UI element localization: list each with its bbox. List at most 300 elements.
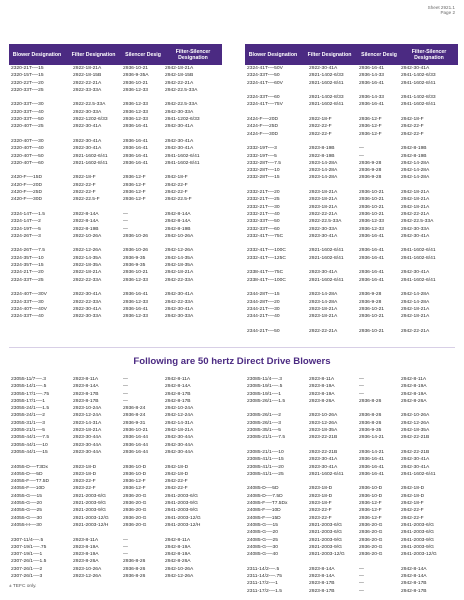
silencer-designation: 2936-10-D xyxy=(359,493,383,499)
filter-silencer-designation: 2942-8-14A xyxy=(401,574,427,580)
filter-silencer-designation: 2942-30-41A xyxy=(401,233,430,239)
silencer-designation: 2936-14-21 xyxy=(359,449,385,455)
filter-designation: 2923-18-21A xyxy=(73,428,102,434)
blower-designation: 24085-G-—15 xyxy=(247,522,278,528)
filter-designation: 2922-30-33A xyxy=(309,226,338,232)
table-row xyxy=(9,153,222,160)
blower-designation: 2332-28T-—15 xyxy=(247,175,280,181)
filter-silencer-designation: 2942-22-F xyxy=(401,508,424,514)
header-silencer: Silencer Desig xyxy=(125,51,161,58)
filter-designation: 2922-22-21A xyxy=(73,80,102,86)
filter-designation: 2923-18-21A xyxy=(309,197,338,203)
silencer-designation: 2936-12-F xyxy=(123,197,146,203)
filter-silencer-designation: 2942-30-41A xyxy=(165,306,194,312)
silencer-designation: 2936-20-G xyxy=(123,493,147,499)
blower-designation: 2420-F-—25D xyxy=(11,190,42,196)
filter-designation: 2923-12-26A xyxy=(73,574,102,580)
silencer-designation: 2936-16-41 xyxy=(359,66,385,71)
table-row xyxy=(9,182,222,189)
filter-silencer-designation: 2941-1602-6/41 xyxy=(401,471,436,477)
filter-designation: 2921-1402-8/33 xyxy=(309,95,344,101)
filter-designation: 2923-8-19A xyxy=(73,552,99,558)
filter-designation: 2922-30-41A xyxy=(73,124,102,130)
silencer-designation: — xyxy=(359,391,364,397)
silencer-designation: 2936-16-41 xyxy=(359,255,385,261)
filter-silencer-designation: 2942-30-41A xyxy=(401,270,430,276)
filter-silencer-designation: 2941-1602-6/41 xyxy=(401,248,436,254)
filter-designation: 2923-8-14A xyxy=(73,384,99,390)
filter-silencer-designation: 2942-12-26A xyxy=(165,248,194,254)
silencer-designation: 2936-10-26 xyxy=(123,248,149,254)
silencer-designation: 2936-16-41 xyxy=(359,464,385,470)
filter-designation: 2921-2003-12/H xyxy=(73,522,109,528)
filter-designation: 2922-22.5-F xyxy=(73,197,100,203)
row-spacer xyxy=(245,405,458,412)
table-row xyxy=(9,493,222,500)
filter-silencer-designation: 2942-8-26A xyxy=(401,398,427,404)
filter-silencer-designation: 2942-22.5-33A xyxy=(165,87,198,93)
filter-designation: 2923-18-21A xyxy=(309,204,338,210)
table-row xyxy=(245,420,458,427)
filter-designation: 2921-1602-8/41 xyxy=(73,160,108,166)
sheet-number: Sheet 2921.1 xyxy=(427,5,455,10)
filter-silencer-designation: 2942-14-28A xyxy=(401,175,430,181)
blower-designation: 2344-28T-—20 xyxy=(247,299,280,305)
table-body xyxy=(9,376,222,580)
filter-silencer-designation: 2942-18-F xyxy=(401,501,424,507)
filter-designation: 2923-8-14A xyxy=(309,566,335,572)
filter-designation: 2923-8-14A xyxy=(309,574,335,580)
filter-designation: 2922-22-21A xyxy=(309,328,338,334)
table-row xyxy=(9,109,222,116)
blower-designation: 2324-33T-—50 xyxy=(247,73,280,79)
filter-silencer-designation: 2942-8-19B xyxy=(401,153,427,159)
filter-designation: 2923-30-41A xyxy=(309,464,338,470)
footnote: ± TEFC only. xyxy=(9,584,37,589)
blower-designation: 2324-33T-—30 xyxy=(11,299,44,305)
table-row xyxy=(245,196,458,203)
table-row xyxy=(245,65,458,72)
blower-designation: 23085-26/1-—3 xyxy=(247,420,281,426)
table-row xyxy=(245,434,458,441)
silencer-designation: — xyxy=(123,544,128,550)
blower-designation: 24085-F-—15D xyxy=(247,515,281,521)
filter-designation: 2922-8-19B xyxy=(73,226,99,232)
filter-silencer-designation: 2942-8-14A xyxy=(401,566,427,572)
blower-designation: 2311-17/2-—1.5 xyxy=(247,588,282,594)
filter-designation: 2923-18-D xyxy=(309,493,333,499)
header-filter-silencer: Filter-Silencer Designation xyxy=(411,48,447,61)
table-row xyxy=(245,507,458,514)
filter-silencer-designation: 2942-14-28A xyxy=(401,292,430,298)
blower-designation: 2320-33T-—30 xyxy=(11,102,44,108)
silencer-designation: — xyxy=(123,537,128,543)
blower-designation: 24085-D-—5D xyxy=(247,486,279,492)
table-row xyxy=(9,138,222,145)
filter-designation: 2923-14-28A xyxy=(309,299,338,305)
silencer-designation: 2936-12-33 xyxy=(123,87,149,93)
blower-designation: 23055-14/1-—.5 xyxy=(11,384,47,390)
blower-designation: 2324-33T-—25 xyxy=(11,277,44,283)
filter-silencer-designation: 2942-8-26A xyxy=(165,559,191,565)
row-spacer xyxy=(245,284,458,291)
filter-silencer-designation: 2942-8-17B xyxy=(401,581,427,587)
row-spacer xyxy=(9,529,222,536)
filter-silencer-designation: 2941-1202-6/33 xyxy=(165,117,200,123)
blower-designation: 2332-21T-—25 xyxy=(247,197,280,203)
blower-designation: 2332-33T-—50 xyxy=(247,219,280,225)
filter-silencer-designation: 2942-22.5-33A xyxy=(165,102,198,108)
filter-designation: 2923-8-17B xyxy=(73,398,99,404)
silencer-designation: 2936-10-21 xyxy=(359,306,385,312)
table-row xyxy=(9,464,222,471)
blower-designation: 2332-28T-—7.5 xyxy=(247,160,281,166)
silencer-designation: — xyxy=(359,588,364,594)
filter-designation: 2923-18-D xyxy=(73,464,97,470)
table-row xyxy=(245,72,458,79)
table-row xyxy=(9,376,222,383)
silencer-designation: 2936-12-33 xyxy=(123,299,149,305)
table-header xyxy=(245,44,458,65)
filter-silencer-designation: 2941-2003-6/G xyxy=(401,530,434,536)
filter-designation: 2922-30-33A xyxy=(73,109,102,115)
table-row xyxy=(245,588,458,595)
filter-silencer-designation: 2941-2003-9/G xyxy=(165,501,198,507)
table-row xyxy=(245,573,458,580)
blower-designation: 24055-D-—T3Dx xyxy=(11,464,48,470)
filter-silencer-designation: 2941-1602-8/41 xyxy=(165,160,200,166)
filter-silencer-designation: 2942-18-21A xyxy=(165,270,194,276)
filter-silencer-designation: 2942-12-26A xyxy=(401,420,430,426)
table-row xyxy=(9,522,222,529)
filter-silencer-designation: 2942-18-21A xyxy=(401,204,430,210)
silencer-designation: — xyxy=(123,219,128,225)
table-row xyxy=(245,233,458,240)
blower-designation: 24055-G-—20 xyxy=(11,501,42,507)
blower-designation: 2332-19T-—3 xyxy=(247,146,277,152)
table-row xyxy=(245,522,458,529)
blower-designation: 2311-14/2-—.5 xyxy=(247,566,280,572)
table-row xyxy=(245,160,458,167)
filter-designation: 2923-30-41A xyxy=(309,233,338,239)
table-body xyxy=(9,65,222,320)
filter-silencer-designation: 2941-1602-6/41 xyxy=(401,277,436,283)
silencer-designation: 2936-12-F xyxy=(359,515,382,521)
silencer-designation: — xyxy=(123,377,128,382)
filter-designation: 2922-18-F xyxy=(73,175,96,181)
table-row xyxy=(9,471,222,478)
filter-designation: 2921-1602-6/41 xyxy=(309,471,344,477)
filter-designation: 2923-8-26A xyxy=(73,559,99,565)
blower-designation: 2344-28T-—15 xyxy=(247,292,280,298)
table-row xyxy=(245,376,458,383)
table-row xyxy=(9,291,222,298)
blower-designation: 2311-17/2-—1 xyxy=(247,581,278,587)
table-row xyxy=(245,398,458,405)
filter-silencer-designation: 2942-18-15B xyxy=(165,73,194,79)
filter-designation: 2922-22-21A xyxy=(309,211,338,217)
table-row xyxy=(245,391,458,398)
blower-designation: 2320-40T-—30 xyxy=(11,138,44,144)
silencer-designation: 2936-20-G xyxy=(359,552,383,558)
table-row xyxy=(245,412,458,419)
blower-designation: 23055-44/1-—10 xyxy=(11,442,48,448)
blower-designation: 23055-24/1-—1.5 xyxy=(11,406,50,412)
filter-designation: 2922-14-35A xyxy=(73,255,102,261)
table-row xyxy=(245,123,458,130)
blower-designation: 24085-G-—30 xyxy=(247,544,278,550)
blower-designation: 24055-F-—T7.5D xyxy=(11,479,50,485)
table-row xyxy=(9,80,222,87)
filter-silencer-designation: 2941-1602-8/41 xyxy=(401,80,436,86)
filter-designation: 2923-8-19A xyxy=(309,391,335,397)
blower-designation: 23085-35/1-—5 xyxy=(247,428,281,434)
silencer-designation: 2936-16-41 xyxy=(359,471,385,477)
filter-designation: 2922-22.5-33A xyxy=(309,219,342,225)
table-row xyxy=(9,211,222,218)
silencer-designation: 2936-12-F xyxy=(359,131,382,137)
silencer-designation: 2936-10-21 xyxy=(359,328,385,334)
filter-silencer-designation: 2941-2003-12/H xyxy=(165,522,201,528)
silencer-designation: 2936-9-28 xyxy=(359,299,382,305)
filter-designation: 2923-18-F xyxy=(309,501,332,507)
row-spacer xyxy=(9,167,222,174)
silencer-designation: 2936-10-21 xyxy=(123,270,149,276)
blower-designation: 2320-40T-—50 xyxy=(11,153,44,159)
blower-designation: 2324-14T-—1.5 xyxy=(11,211,45,217)
row-spacer xyxy=(245,138,458,145)
filter-designation: 2921-2003-12/G xyxy=(309,552,345,558)
blower-designation: 2324-14T-—2 xyxy=(11,219,41,225)
silencer-designation: 2936-20-G xyxy=(359,544,383,550)
blower-designation: 23085-21/1-—7.5 xyxy=(247,435,286,441)
blower-designation: 2320-15T-—15 xyxy=(11,73,44,79)
filter-designation: 2923-18-21A xyxy=(309,190,338,196)
table-row xyxy=(245,291,458,298)
filter-silencer-designation: 2942-10-26A xyxy=(165,566,194,572)
filter-silencer-designation: 2942-8-17B xyxy=(401,588,427,594)
filter-designation: 2923-10-26A xyxy=(73,566,102,572)
filter-designation: 2922-18-15B xyxy=(73,73,102,79)
silencer-designation: 2936-12-33 xyxy=(123,109,149,115)
filter-silencer-designation: 2942-14-28A xyxy=(401,299,430,305)
filter-designation: 2921-1402-6/33 xyxy=(309,73,344,79)
table-row xyxy=(9,515,222,522)
table-row xyxy=(9,449,222,456)
filter-designation: 2923-12-24A xyxy=(73,413,102,419)
filter-silencer-designation: 2942-30-33A xyxy=(165,109,194,115)
page-number: Page 2 xyxy=(440,10,455,16)
filter-silencer-designation: 2942-8-11A xyxy=(401,377,427,382)
filter-silencer-designation: 2942-30-44A xyxy=(165,435,194,441)
table-row xyxy=(245,551,458,558)
blower-designation: 23055-17/1-—1 xyxy=(11,398,45,404)
header-blower: Blower Designation xyxy=(12,51,62,58)
silencer-designation: 2936-8-24 xyxy=(123,406,146,412)
filter-silencer-designation: 2942-8-17B xyxy=(165,398,191,404)
filter-silencer-designation: 2942-22-F xyxy=(401,131,424,137)
silencer-designation: 2936-16-41 xyxy=(359,248,385,254)
blower-designation: 2307-19/1-—1 xyxy=(11,552,43,558)
table-row xyxy=(245,167,458,174)
filter-silencer-designation: 2941-2003-9/G xyxy=(401,544,434,550)
blower-designation: 23055-44/1-—15 xyxy=(11,449,48,455)
blower-designation: 23055-31/1-—3 xyxy=(11,420,45,426)
table-row xyxy=(245,537,458,544)
sheet-info xyxy=(428,5,455,16)
silencer-designation: 2936-12-33 xyxy=(123,277,149,283)
filter-silencer-designation: 2942-30-41A xyxy=(165,124,194,130)
silencer-designation: 2936-10-D xyxy=(123,464,147,470)
blower-designation: 2332-41T-—75C xyxy=(247,233,284,239)
hertz50-table-left xyxy=(9,376,222,580)
silencer-designation: 2936-20-G xyxy=(359,537,383,543)
row-spacer xyxy=(245,442,458,449)
filter-designation: 2922-18-21A xyxy=(73,66,102,71)
filter-silencer-designation: 2942-22-F xyxy=(165,190,188,196)
filter-silencer-designation: 2942-22-21B xyxy=(401,449,430,455)
section-divider xyxy=(9,347,455,348)
silencer-designation: 2936-16-44 xyxy=(123,449,149,455)
filter-silencer-designation: 2942-30-41A xyxy=(401,66,430,71)
table-row xyxy=(9,507,222,514)
silencer-designation: 2936-12-F xyxy=(359,124,382,130)
header-filter: Filter Designation xyxy=(307,51,352,58)
filter-designation: 2923-22-F xyxy=(309,515,332,521)
table-row xyxy=(245,544,458,551)
silencer-designation: 2936-10-21 xyxy=(123,66,149,71)
filter-silencer-designation: 2942-8-19B xyxy=(165,226,191,232)
blower-designation: 2324-26T-—7.5 xyxy=(11,248,45,254)
table-row xyxy=(9,123,222,130)
filter-silencer-designation: 2942-30-41A xyxy=(165,138,194,144)
silencer-designation: 2936-14-33 xyxy=(359,73,385,79)
filter-designation: 2922-22-F xyxy=(73,182,96,188)
blower-designation: 2332-21T-—40 xyxy=(247,211,280,217)
table-row xyxy=(9,566,222,573)
filter-designation: 2923-18-35A xyxy=(309,428,338,434)
silencer-designation: — xyxy=(359,146,364,152)
table-row xyxy=(9,196,222,203)
filter-designation: 2922-10-26A xyxy=(73,233,102,239)
table-row xyxy=(9,313,222,320)
filter-designation: 2922-30-41A xyxy=(309,66,338,71)
table-row xyxy=(9,226,222,233)
filter-silencer-designation: 2942-22-21A xyxy=(165,80,194,86)
table-row xyxy=(9,391,222,398)
table-row xyxy=(245,94,458,101)
table-row xyxy=(9,174,222,181)
filter-designation: 2923-22-21B xyxy=(309,449,338,455)
filter-designation: 2922-30-41A xyxy=(73,306,102,312)
silencer-designation: — xyxy=(359,377,364,382)
filter-designation: 2923-8-11A xyxy=(309,377,335,382)
filter-designation: 2923-8-17B xyxy=(73,391,99,397)
filter-silencer-designation: 2942-14-35A xyxy=(165,255,194,261)
blower-designation: 2424-F-—25D xyxy=(247,124,278,130)
table-row xyxy=(245,471,458,478)
silencer-designation: 2936-20-G xyxy=(123,515,147,521)
silencer-designation: 2936-16-41 xyxy=(359,80,385,86)
blower-designation: 24055-G-—30 xyxy=(11,515,42,521)
filter-designation: 2923-8-11A xyxy=(73,377,99,382)
blower-designation: 2320-33T-—50 xyxy=(11,117,44,123)
table-row xyxy=(245,153,458,160)
table-row xyxy=(9,551,222,558)
blower-designation: 2344-21T-—30 xyxy=(247,306,280,312)
blower-designation: 23085-19/1-—.5 xyxy=(247,384,283,390)
filter-designation: 2922-8-14A xyxy=(73,219,99,225)
table-row xyxy=(9,412,222,419)
filter-silencer-designation: 2942-22-21B xyxy=(401,435,430,441)
filter-designation: 2923-18-21A xyxy=(309,314,338,320)
filter-silencer-designation: 2942-18-21A xyxy=(165,66,194,71)
blower-designation: 2320-33T-—40 xyxy=(11,109,44,115)
row-spacer xyxy=(9,240,222,247)
silencer-designation: 2936-16-41 xyxy=(123,153,149,159)
filter-designation: 2923-8-17B xyxy=(309,588,335,594)
blower-designation: 2332-33T-—60 xyxy=(247,226,280,232)
filter-designation: 2923-8-17B xyxy=(309,581,335,587)
header-silencer: Silencer Desig xyxy=(361,51,397,58)
blower-designation: 2307-26/1-—3 xyxy=(11,574,43,580)
blower-designation: 24055-H-—30 xyxy=(11,522,42,528)
blower-designation: 2307-11/4-—.5 xyxy=(11,537,44,543)
filter-silencer-designation: 2941-1402-8/33 xyxy=(401,95,436,101)
blower-designation: 23085-41/1-—20 xyxy=(247,464,284,470)
blower-designation: 2324-19T-—5 xyxy=(11,226,41,232)
blower-designation: 2324-41T-—75V xyxy=(247,102,283,108)
table-row xyxy=(245,313,458,320)
blower-designation: 2424-F-—30D xyxy=(247,131,278,137)
row-spacer xyxy=(245,262,458,269)
filter-silencer-designation: 2942-8-11A xyxy=(165,537,191,543)
filter-silencer-designation: 2942-30-33A xyxy=(165,314,194,320)
table-row xyxy=(245,427,458,434)
silencer-designation: — xyxy=(359,153,364,159)
table-row xyxy=(9,116,222,123)
filter-silencer-designation: 2942-22-F xyxy=(165,182,188,188)
header-filter-silencer: Filter-Silencer Designation xyxy=(175,48,211,61)
filter-silencer-designation: 2942-8-17B xyxy=(165,391,191,397)
blower-designation: 2344-21T-—40 xyxy=(247,314,280,320)
blower-designation: 2332-21T-—20 xyxy=(247,190,280,196)
silencer-designation: 2936-12-33 xyxy=(123,314,149,320)
table-row xyxy=(9,247,222,254)
filter-silencer-designation: 2942-8-19A xyxy=(401,384,427,390)
table-row xyxy=(245,269,458,276)
filter-designation: 2921-2003-6/G xyxy=(73,493,106,499)
filter-silencer-designation: 2941-1602-8/41 xyxy=(401,255,436,261)
filter-silencer-designation: 2942-8-19A xyxy=(165,544,191,550)
table-row xyxy=(9,558,222,565)
silencer-designation: 2936-9-35 xyxy=(123,263,146,269)
blower-designation: 23055-44/1-—7.5 xyxy=(11,435,50,441)
filter-designation: 2922-30-33A xyxy=(73,314,102,320)
filter-designation: 2923-30-44A xyxy=(73,442,102,448)
filter-silencer-designation: 2942-12-26A xyxy=(165,574,194,580)
filter-silencer-designation: 2942-22-F xyxy=(165,486,188,492)
filter-silencer-designation: 2941-2003-12/G xyxy=(401,552,437,558)
silencer-designation: 2936-16-41 xyxy=(359,277,385,283)
silencer-designation: 2936-12-F xyxy=(123,479,146,485)
filter-designation: 2923-8-19B xyxy=(309,146,335,152)
filter-designation: 2923-14-28A xyxy=(309,160,338,166)
silencer-designation: 2936-10-21 xyxy=(123,80,149,86)
table-row xyxy=(9,434,222,441)
blower-designation: 2332-41T-—125C xyxy=(247,255,286,261)
filter-designation: 2921-2003-9/G xyxy=(73,501,106,507)
